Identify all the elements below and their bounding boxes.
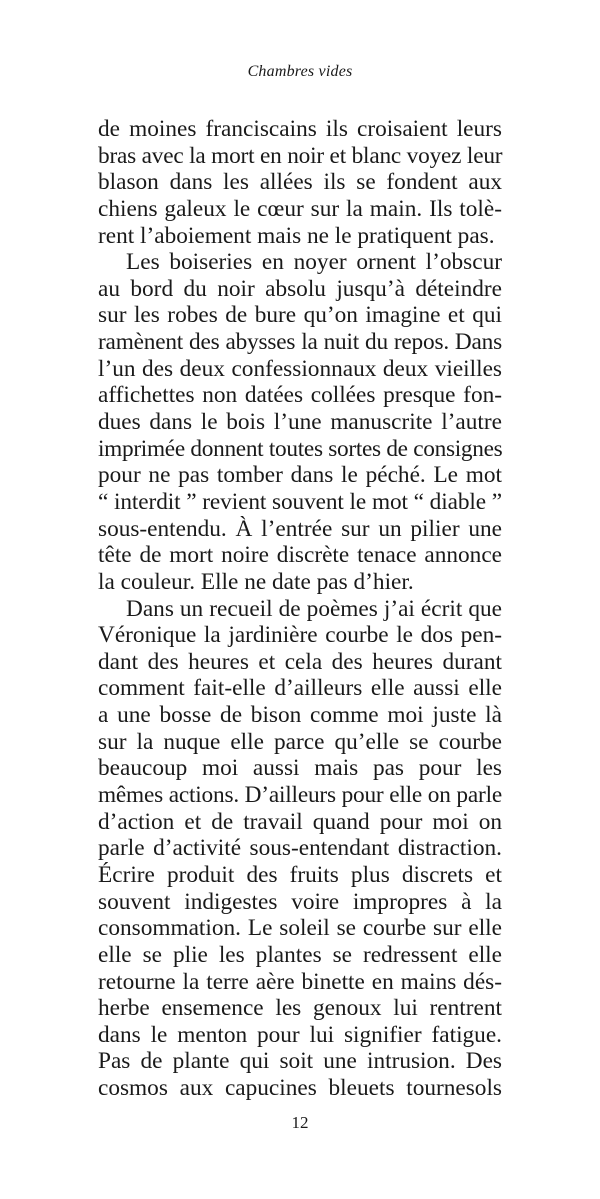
text-line: ramènent des abysses la nuit du repos. Dans bbox=[98, 329, 502, 356]
text-line: elle se plie les plantes se redressent elle bbox=[98, 941, 502, 968]
text-line: affichettes non datées collées presque fon- bbox=[98, 382, 502, 409]
text-line: souvent indigestes voire impropres à la bbox=[98, 888, 502, 915]
text-line: imprimée donnent toutes sortes de consignes bbox=[98, 435, 503, 462]
text-line: chiens galeux le cœur sur la main. Ils tolè- bbox=[98, 195, 502, 222]
text-line: sur la nuque elle parce qu’elle se courbe bbox=[98, 728, 502, 755]
body-text bbox=[98, 116, 502, 1102]
text-line: parle d’activité sous-entendant distraction. bbox=[98, 835, 502, 862]
text-line: dans le menton pour lui signifier fatigue. bbox=[98, 1021, 502, 1048]
text-line: la couleur. Elle ne date pas d’hier. bbox=[98, 568, 414, 595]
text-line: cosmos aux capucines bleuets tournesols bbox=[98, 1075, 502, 1102]
page-number: 12 bbox=[291, 1113, 309, 1132]
text-line: a une bosse de bison comme moi juste là bbox=[98, 702, 502, 729]
text-line: sous-entendu. À l’entrée sur un pilier une bbox=[98, 515, 502, 542]
text-line: retourne la terre aère binette en mains dés- bbox=[98, 968, 502, 995]
text-line: d’action et de travail quand pour moi on bbox=[98, 808, 502, 835]
text-line: sur les robes de bure qu’on imagine et qui bbox=[98, 302, 502, 329]
text-line: “ interdit ” revient souvent le mot “ diable ” bbox=[98, 488, 502, 515]
text-line: pour ne pas tomber dans le péché. Le mot bbox=[98, 462, 502, 489]
text-line: bras avec la mort en noir et blanc voyez leur bbox=[98, 142, 503, 169]
text-line: mêmes actions. D’ailleurs pour elle on parle bbox=[98, 782, 502, 809]
text-line: dues dans le bois l’une manuscrite l’autre bbox=[98, 409, 502, 436]
text-line: Écrire produit des fruits plus discrets et bbox=[98, 861, 502, 888]
text-line: tête de mort noire discrète tenace annonce bbox=[98, 542, 502, 569]
text-line: comment fait-elle d’ailleurs elle aussi elle bbox=[98, 675, 502, 702]
text-line: Les boiseries en noyer ornent l’obscur bbox=[126, 249, 502, 276]
text-line: rent l’aboiement mais ne le pratiquent pas. bbox=[98, 222, 495, 249]
text-line: Pas de plante qui soit une intrusion. Des bbox=[98, 1048, 502, 1075]
text-line: Véronique la jardinière courbe le dos pen- bbox=[98, 622, 502, 649]
running-title: Chambres vides bbox=[247, 63, 353, 80]
text-line: Dans un recueil de poèmes j’ai écrit que bbox=[126, 595, 502, 622]
text-line: herbe ensemence les genoux lui rentrent bbox=[98, 995, 502, 1022]
text-line: au bord du noir absolu jusqu’à déteindre bbox=[98, 275, 502, 302]
text-line: dant des heures et cela des heures durant bbox=[98, 648, 502, 675]
text-line: consommation. Le soleil se courbe sur elle bbox=[98, 915, 502, 942]
text-line: de moines franciscains ils croisaient leurs bbox=[98, 116, 502, 142]
text-line: beaucoup moi aussi mais pas pour les bbox=[98, 755, 502, 782]
text-line: blason dans les allées ils se fondent aux bbox=[98, 169, 502, 196]
text-line: l’un des deux confessionnaux deux vieilles bbox=[98, 355, 502, 382]
